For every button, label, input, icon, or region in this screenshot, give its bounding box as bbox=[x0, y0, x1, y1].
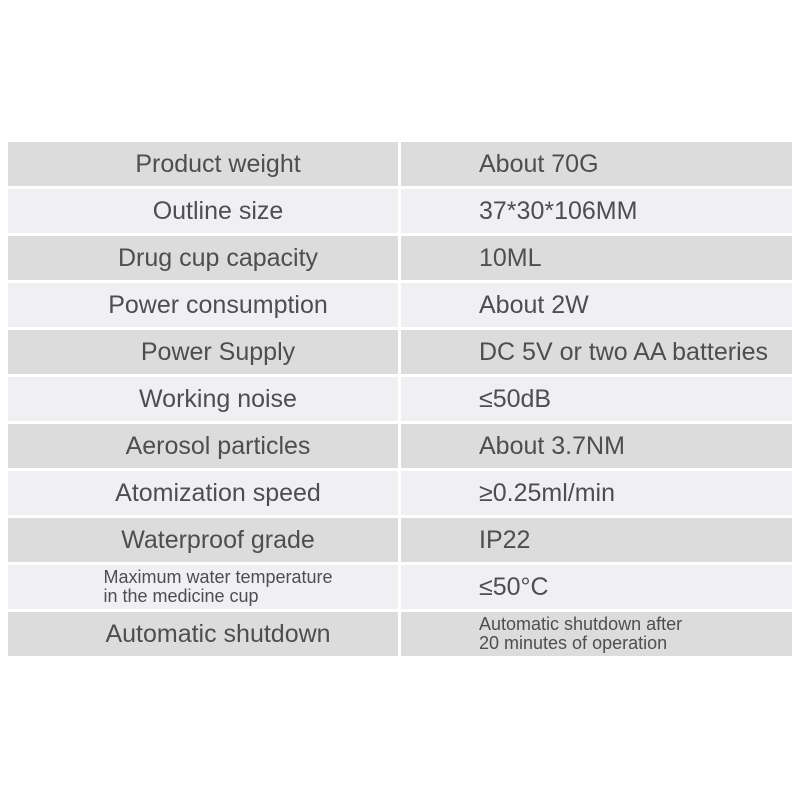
spec-value-cell bbox=[401, 471, 792, 515]
spec-label bbox=[139, 385, 297, 413]
spec-label-line: Working noise bbox=[139, 385, 297, 413]
spec-label bbox=[103, 568, 332, 606]
table-row bbox=[8, 565, 792, 609]
table-row bbox=[8, 189, 792, 233]
spec-label-line: Aerosol particles bbox=[125, 432, 311, 460]
spec-value-cell bbox=[401, 377, 792, 421]
spec-label-line: Outline size bbox=[152, 197, 284, 225]
spec-label bbox=[135, 150, 300, 178]
spec-label bbox=[115, 479, 321, 507]
spec-label-line: Drug cup capacity bbox=[117, 244, 319, 272]
spec-value-line: DC 5V or two AA batteries bbox=[479, 338, 769, 366]
spec-label-line: Automatic shutdown bbox=[105, 620, 331, 648]
spec-label-cell bbox=[8, 236, 398, 280]
spec-label-line: Waterproof grade bbox=[121, 526, 315, 554]
spec-label bbox=[105, 620, 330, 648]
table-row bbox=[8, 518, 792, 562]
spec-value-line: 20 minutes of operation bbox=[479, 633, 668, 653]
spec-value-cell bbox=[401, 236, 792, 280]
spec-value bbox=[479, 244, 542, 272]
spec-label-cell bbox=[8, 377, 398, 421]
spec-label-cell bbox=[8, 330, 398, 374]
spec-value-line: Automatic shutdown after bbox=[479, 614, 683, 634]
spec-label bbox=[126, 432, 311, 460]
spec-value-cell bbox=[401, 424, 792, 468]
spec-value bbox=[479, 615, 682, 653]
spec-value-cell bbox=[401, 518, 792, 562]
spec-value-cell bbox=[401, 565, 792, 609]
spec-label-line: Maximum water temperature bbox=[103, 567, 333, 587]
spec-value bbox=[479, 150, 599, 178]
spec-label-line: Atomization speed bbox=[115, 479, 321, 507]
spec-label-cell bbox=[8, 612, 398, 656]
spec-value bbox=[479, 197, 637, 225]
spec-value bbox=[479, 385, 551, 413]
spec-label-cell bbox=[8, 283, 398, 327]
spec-label bbox=[141, 338, 295, 366]
spec-value-line: About 3.7NM bbox=[479, 432, 625, 460]
spec-value bbox=[479, 338, 768, 366]
spec-value-line: 37*30*106MM bbox=[479, 197, 638, 225]
spec-value-cell bbox=[401, 189, 792, 233]
spec-value bbox=[479, 479, 615, 507]
spec-value-line: About 2W bbox=[479, 291, 589, 319]
table-row bbox=[8, 330, 792, 374]
spec-value-line: ≤50°C bbox=[479, 573, 549, 601]
spec-label-line: Product weight bbox=[135, 150, 301, 178]
spec-table bbox=[8, 142, 792, 656]
spec-label-line: Power Supply bbox=[140, 338, 296, 366]
spec-label-cell bbox=[8, 471, 398, 515]
table-row bbox=[8, 612, 792, 656]
spec-value-cell bbox=[401, 330, 792, 374]
spec-label-cell bbox=[8, 518, 398, 562]
spec-value bbox=[479, 432, 625, 460]
spec-label-line: Power consumption bbox=[108, 291, 328, 319]
spec-value-line: IP22 bbox=[479, 526, 531, 554]
spec-value-line: About 70G bbox=[479, 150, 599, 178]
spec-label-cell bbox=[8, 142, 398, 186]
table-row bbox=[8, 142, 792, 186]
spec-value-line: ≥0.25ml/min bbox=[479, 479, 615, 507]
spec-label-cell bbox=[8, 565, 398, 609]
spec-label-line: in the medicine cup bbox=[103, 586, 259, 606]
spec-label-cell bbox=[8, 189, 398, 233]
table-row bbox=[8, 377, 792, 421]
spec-value-line: 10ML bbox=[479, 244, 542, 272]
spec-value-cell bbox=[401, 142, 792, 186]
spec-value-cell bbox=[401, 612, 792, 656]
spec-value-cell bbox=[401, 283, 792, 327]
spec-label bbox=[153, 197, 284, 225]
spec-label-cell bbox=[8, 424, 398, 468]
spec-label bbox=[108, 291, 328, 319]
spec-label bbox=[118, 244, 318, 272]
spec-value bbox=[479, 573, 549, 601]
spec-value-line: ≤50dB bbox=[479, 385, 552, 413]
table-row bbox=[8, 424, 792, 468]
table-row bbox=[8, 471, 792, 515]
table-row bbox=[8, 236, 792, 280]
table-row bbox=[8, 283, 792, 327]
spec-value bbox=[479, 291, 589, 319]
spec-value bbox=[479, 526, 530, 554]
spec-label bbox=[121, 526, 315, 554]
